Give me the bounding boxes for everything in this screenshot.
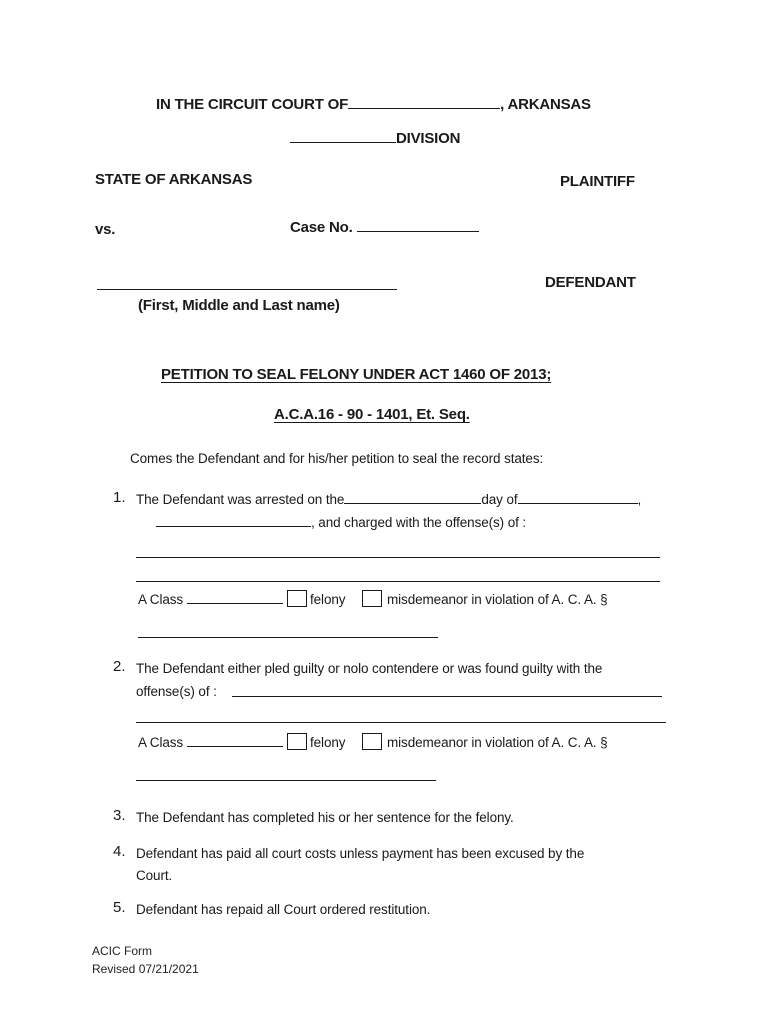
case-no-label: Case No. bbox=[290, 219, 353, 236]
plaintiff-name: STATE OF ARKANSAS bbox=[95, 171, 253, 188]
item-5-text: Defendant has repaid all Court ordered restitution. bbox=[136, 902, 431, 917]
court-prefix: IN THE CIRCUIT COURT OF bbox=[156, 96, 349, 113]
division-blank[interactable] bbox=[290, 141, 396, 143]
offense-line-1[interactable] bbox=[136, 557, 660, 558]
misdemeanor-checkbox-1[interactable] bbox=[362, 590, 382, 607]
petition-title: PETITION TO SEAL FELONY UNDER ACT 1460 OF 2013; bbox=[161, 366, 552, 383]
comma-text: , bbox=[637, 492, 642, 507]
felony-checkbox-1[interactable] bbox=[287, 590, 307, 607]
guilty-offense-line-1[interactable] bbox=[232, 696, 662, 697]
item-4-line2: Court. bbox=[136, 868, 173, 883]
defendant-label: DEFENDANT bbox=[545, 274, 636, 291]
court-heading bbox=[156, 96, 591, 113]
arrest-day-blank[interactable] bbox=[344, 502, 481, 504]
item-2-number: 2. bbox=[113, 658, 126, 675]
aca-section-blank-1[interactable] bbox=[138, 637, 438, 638]
item-1-line2 bbox=[156, 515, 526, 530]
item-2-line2: offense(s) of : bbox=[136, 684, 217, 699]
arrest-month-blank[interactable] bbox=[518, 502, 638, 504]
division-heading bbox=[290, 130, 460, 147]
class-blank-1[interactable] bbox=[187, 602, 283, 604]
item-1-line1 bbox=[136, 492, 641, 507]
county-blank[interactable] bbox=[348, 107, 500, 109]
arrested-text: The Defendant was arrested on the bbox=[136, 492, 345, 507]
offense-line-2[interactable] bbox=[136, 581, 660, 582]
item-1-number: 1. bbox=[113, 489, 126, 506]
a-class-label: A Class bbox=[138, 592, 184, 607]
class-blank-2[interactable] bbox=[187, 745, 283, 747]
vs-label: vs. bbox=[95, 221, 116, 238]
intro-text: Comes the Defendant and for his/her petition to seal the record states: bbox=[130, 451, 544, 466]
case-number bbox=[290, 219, 479, 236]
felony-checkbox-2[interactable] bbox=[287, 733, 307, 750]
statute-title: A.C.A.16 - 90 - 1401, Et. Seq. bbox=[274, 406, 470, 423]
court-suffix: , ARKANSAS bbox=[500, 96, 591, 113]
class-row-1 bbox=[138, 592, 283, 607]
misdemeanor-label-1: misdemeanor in violation of A. C. A. § bbox=[387, 592, 608, 607]
defendant-name-blank[interactable] bbox=[97, 289, 397, 290]
item-4-line1: Defendant has paid all court costs unless payment has been excused by the bbox=[136, 846, 585, 861]
a-class-label: A Class bbox=[138, 735, 184, 750]
item-4-number: 4. bbox=[113, 843, 126, 860]
item-3-number: 3. bbox=[113, 807, 126, 824]
item-5-number: 5. bbox=[113, 899, 126, 916]
aca-section-blank-2[interactable] bbox=[136, 780, 436, 781]
footer-revised: Revised 07/21/2021 bbox=[92, 962, 199, 976]
guilty-offense-line-2[interactable] bbox=[136, 722, 666, 723]
misdemeanor-checkbox-2[interactable] bbox=[362, 733, 382, 750]
class-row-2 bbox=[138, 735, 283, 750]
item-3-text: The Defendant has completed his or her sentence for the felony. bbox=[136, 810, 514, 825]
arrest-year-blank[interactable] bbox=[156, 525, 311, 527]
misdemeanor-label-2: misdemeanor in violation of A. C. A. § bbox=[387, 735, 608, 750]
defendant-name-hint: (First, Middle and Last name) bbox=[138, 297, 340, 314]
item-2-line1: The Defendant either pled guilty or nolo contendere or was found guilty with the bbox=[136, 661, 603, 676]
charged-text: , and charged with the offense(s) of : bbox=[311, 515, 527, 530]
plaintiff-label: PLAINTIFF bbox=[560, 173, 635, 190]
felony-label-2: felony bbox=[310, 735, 346, 750]
day-of-text: day of bbox=[481, 492, 518, 507]
felony-label-1: felony bbox=[310, 592, 346, 607]
footer-form: ACIC Form bbox=[92, 944, 152, 958]
case-no-blank[interactable] bbox=[357, 230, 479, 232]
division-label: DIVISION bbox=[396, 130, 461, 147]
